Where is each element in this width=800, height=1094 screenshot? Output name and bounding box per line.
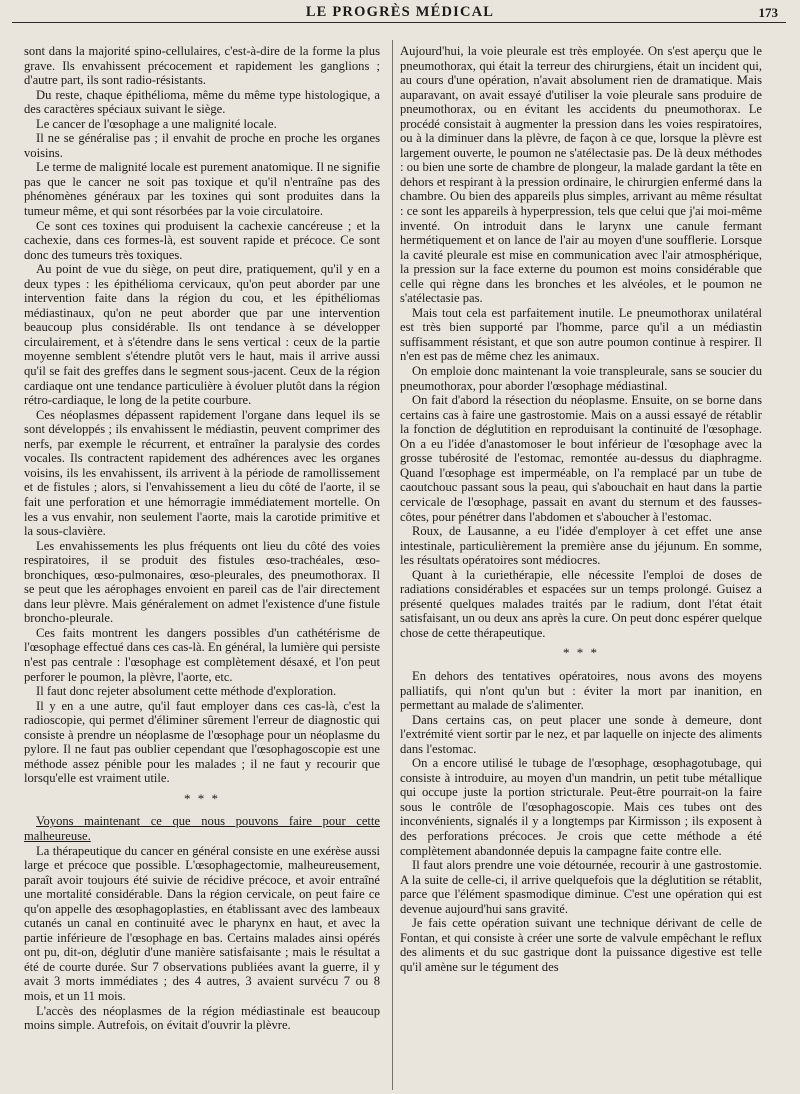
paragraph: Ce sont ces toxines qui produisent la cachexie cancéreuse ; et la cachexie, dans ces formes-là, est souvent rapide et précoce. Ce sont donc des tumeurs très toxiques. — [24, 218, 380, 262]
paragraph: Quant à la curiethérapie, elle nécessite l'emploi de doses de radiations considérables et espacées sur un temps prolongé. Guisez a présenté quelques malades traités par le radium, dont l'état était satisfaisant, un ou deux ans après la cure. On peut donc espérer quelque chose de cette thérapeutique. — [400, 567, 762, 640]
paragraph: Le cancer de l'œsophage a une malignité locale. — [36, 116, 277, 131]
paragraph: Dans certains cas, on peut placer une sonde à demeure, dont l'extrémité vient sortir par le nez, et par laquelle on injecte des aliments dans l'estomac. — [400, 712, 762, 756]
paragraph: Aujourd'hui, la voie pleurale est très employée. On s'est aperçu que le pneumothorax, qui était la terreur des chirurgiens, était un incident qui, au cours d'une opération, n'avait absolument rien de dramatique. Mais auparavant, on avait essayé d'utiliser la voie pleurale sans produire de pneumothorax, ou en évitant les accidents du pneumothorax. Le procédé consistait à augmenter la pression dans les voies respiratoires, ou à la diminuer dans la plèvre, de façon à ce que, lorsque la plèvre est largement ouverte, le poumon ne s'atélectasie pas. De là deux méthodes : ou bien une sorte de chambre de plongeur, la malade gardant la tête en dehors et respirant à la pression ordinaire, le chirurgien enfermé dans la chambre. Ou bien des appareils plus simples, arrivant au même résultat : ce sont les appareils à hyperpression, tels que celui que j'ai moi-même inventé. On introduit dans le larynx une canule fermant hermétiquement et on lance de l'air au moyen d'une soufflerie. Lorsque la cavité pleurale est mise en communication avec l'air atmosphérique, la pression sur la face externe du poumon est moins considérable que celle qui règne dans les bronches et les alvéoles, et le poumon ne s'atélectasie pas. — [400, 44, 762, 306]
page-header — [0, 2, 800, 22]
paragraph: Il faut donc rejeter absolument cette méthode d'exploration. — [36, 684, 337, 699]
paragraph: Les envahissements les plus fréquents ont lieu du côté des voies respiratoires, il se produit des fistules œso-trachéales, œso-bronchiques, œso-pulmonaires, œso-pleurales, des pneumothorax. Il se peut que les aérophages envoient en pareil cas de l'air directement dans leur plèvre. Mais généralement on admet l'existence d'une fistule broncho-pleurale. — [24, 538, 380, 626]
right-column — [400, 44, 762, 1090]
paragraph: Ces néoplasmes dépassent rapidement l'organe dans lequel ils se sont développés ; ils envahissent le médiastin, peuvent comprimer des nerfs, par exemple le récurrent, et entraîner la paralysie des cordes vocales. Ils contractent rapidement des adhérences avec les organes voisins, ils les envahissent, ils arrivent à la période de ramollissement et de fistules ; alors, si l'envahissement a lieu du côté de l'aorte, il se fait une perforation et une hémorragie immédiatement mortelle. On les a vus envahir, non seulement l'aorte, mais la carotide primitive et la sous-clavière. — [24, 407, 380, 539]
column-divider — [392, 40, 393, 1090]
paragraph: La thérapeutique du cancer en général consiste en une exérèse aussi large et précoce que possible. L'œsophagectomie, malheureusement, paraît avoir toujours été suivie de récidive précoce, et avoir entraîné une mortalité considérable. Dans la région cervicale, on peut faire ce qu'on appelle des œsophagoplasties, en établissant avec des lambeaux cutanés un canal en continuité avec le pharynx en haut, et avec la partie inférieure de l'œsophage en bas. Certains malades ainsi opérés ont pu, dit-on, déglutir d'une manière satisfaisante ; mais le résultat a été de courte durée. Sur 7 observations publiées avant la guerre, il y avait 3 morts immédiates ; des 4 autres, 3 avaient survécu 7 ou 8 mois, et un 11 mois. — [24, 843, 380, 1003]
paragraph: On emploie donc maintenant la voie transpleurale, sans se soucier du pneumothorax, pour aborder l'œsophage médiastinal. — [400, 364, 762, 393]
paragraph: On fait d'abord la résection du néoplasme. Ensuite, on se borne dans certains cas à faire une gastrostomie. Mais on a aussi essayé de rétablir la fonction de déglutition en reproduisant la continuité de l'œsophage. On a eu l'idée d'anastomoser le bout inférieur de l'œsophage avec la grosse tubérosité de l'estomac, remontée au-dessus du diaphragme. Quand l'œsophage est imperméable, on l'a remplacé par un tube de caoutchouc passant sous la peau, qui s'abouchait en haut dans la partie cervicale de l'œsophage, passait en avant du sternum et des fausses-côtes, pour pénétrer dans l'abdomen et s'aboucher à l'estomac. — [400, 393, 762, 524]
running-title: LE PROGRÈS MÉDICAL — [305, 4, 495, 20]
paragraph: Il ne se généralise pas ; il envahit de proche en proche les organes voisins. — [24, 131, 380, 160]
paragraph: Le terme de malignité locale est purement anatomique. Il ne signifie pas que le cancer ne soit pas toxique et qu'il n'entraîne pas des phénomènes généraux par les toxines qui sont produites dans la tumeur même, et qui sont résorbées par la voie circulatoire. — [24, 160, 380, 219]
paragraph: Ces faits montrent les dangers possibles d'un cathétérisme de l'œsophage effectué dans ces cas-là. En général, la lumière qui persiste n'est pas centrale : l'œsophage est complètement désaxé, et l'on peut perforer le poumon, la plèvre, l'aorte, etc. — [24, 625, 380, 684]
paragraph: Roux, de Lausanne, a eu l'idée d'employer à cet effet une anse intestinale, particulièrement la première anse du jéjunum. En somme, les résultats opératoires sont médiocres. — [400, 524, 762, 568]
section-separator: * * * — [184, 790, 220, 806]
paragraph: En dehors des tentatives opératoires, nous avons des moyens palliatifs, qui n'ont qu'un but : éviter la mort par inanition, en permettant au malade de s'alimenter. — [400, 668, 762, 713]
paragraph: Mais tout cela est parfaitement inutile. Le pneumothorax unilatéral est très bien supporté par l'homme, parce qu'il a un médiastin suffisamment résistant, et que son autre poumon continue à respirer. Il n'en est pas de même chez les animaux. — [400, 305, 762, 364]
header-rule — [12, 22, 786, 23]
paragraph: Au point de vue du siège, on peut dire, pratiquement, qu'il y en a deux types : les épithélioma cervicaux, qu'on peut aborder par une intervention faite dans la région du cou, et les épithéliomas médiastinaux, qu'on ne peut aborder que par une intervention beaucoup plus considérable. Ils ont tendance à se développer circulairement, et à s'étendre dans le sens vertical : ceux de la partie moyenne semblent s'étendre plutôt vers le haut, mais il arrive aussi qu'il se fait des greffes dans le segment sous-jacent. Ceux de la région cardiaque ont une tendance particulière à évoluer plutôt dans la région rétro-cardiaque, le long de la petite courbure. — [24, 262, 380, 408]
paragraph: Du reste, chaque épithélioma, même du même type histologique, a des caractères spéciaux suivant le siège. — [24, 87, 380, 117]
paragraph: Il y en a une autre, qu'il faut employer dans ces cas-là, c'est la radioscopie, qui permet d'éliminer sûrement l'erreur de diagnostic qui consiste à prendre un néoplasme de l'œsophage pour un néoplasme du pylore. Il ne faut pas oublier cependant que l'œsophagoscopie est une méthode assez pénible pour les malades ; il ne faut y recourir que lorsqu'elle est vraiment utile. — [24, 698, 380, 786]
paragraph: Je fais cette opération suivant une technique dérivant de celle de Fontan, et qui consiste à créer une sorte de valvule empêchant le reflux des aliments et du suc gastrique dont la puissance digestive est telle qu'il amène sur le tégument des — [400, 916, 762, 974]
left-column — [24, 44, 380, 1090]
page-number: 173 — [758, 5, 778, 20]
paragraph: sont dans la majorité spino-cellulaires, c'est-à-dire de la forme la plus grave. Ils envahissent précocement et rapidement les ganglions ; d'autre part, ils sont radio-résistants. — [24, 44, 380, 88]
paragraph: Voyons maintenant ce que nous pouvons faire pour cette malheureuse. — [24, 814, 380, 843]
paragraph: L'accès des néoplasmes de la région médiastinale est beaucoup moins simple. Autrefois, on évitait d'ouvrir la plèvre. — [24, 1003, 380, 1033]
paragraph: Il faut alors prendre une voie détournée, recourir à une gastrostomie. A la suite de celle-ci, il arrive quelquefois que la déglutition se rétablit, parce que l'élément spasmodique diminue. C'est une opération qui est devenue aujourd'hui sans gravité. — [400, 858, 762, 916]
paragraph: On a encore utilisé le tubage de l'œsophage, œsophagotubage, qui consiste à introduire, au moyen d'un mandrin, un petit tube métallique qui occupe juste la portion stricturale. Peut-être pourrait-on la faire sous le contrôle de l'œsophagoscopie. Mais ces tubes ont des inconvénients, signalés il y a longtemps par Kirmisson ; ils exposent à des perforations précoces. Je crois que cette méthode a été complètement abandonnée depuis la campagne faite contre elle. — [400, 756, 762, 858]
section-separator: * * * — [563, 645, 599, 661]
